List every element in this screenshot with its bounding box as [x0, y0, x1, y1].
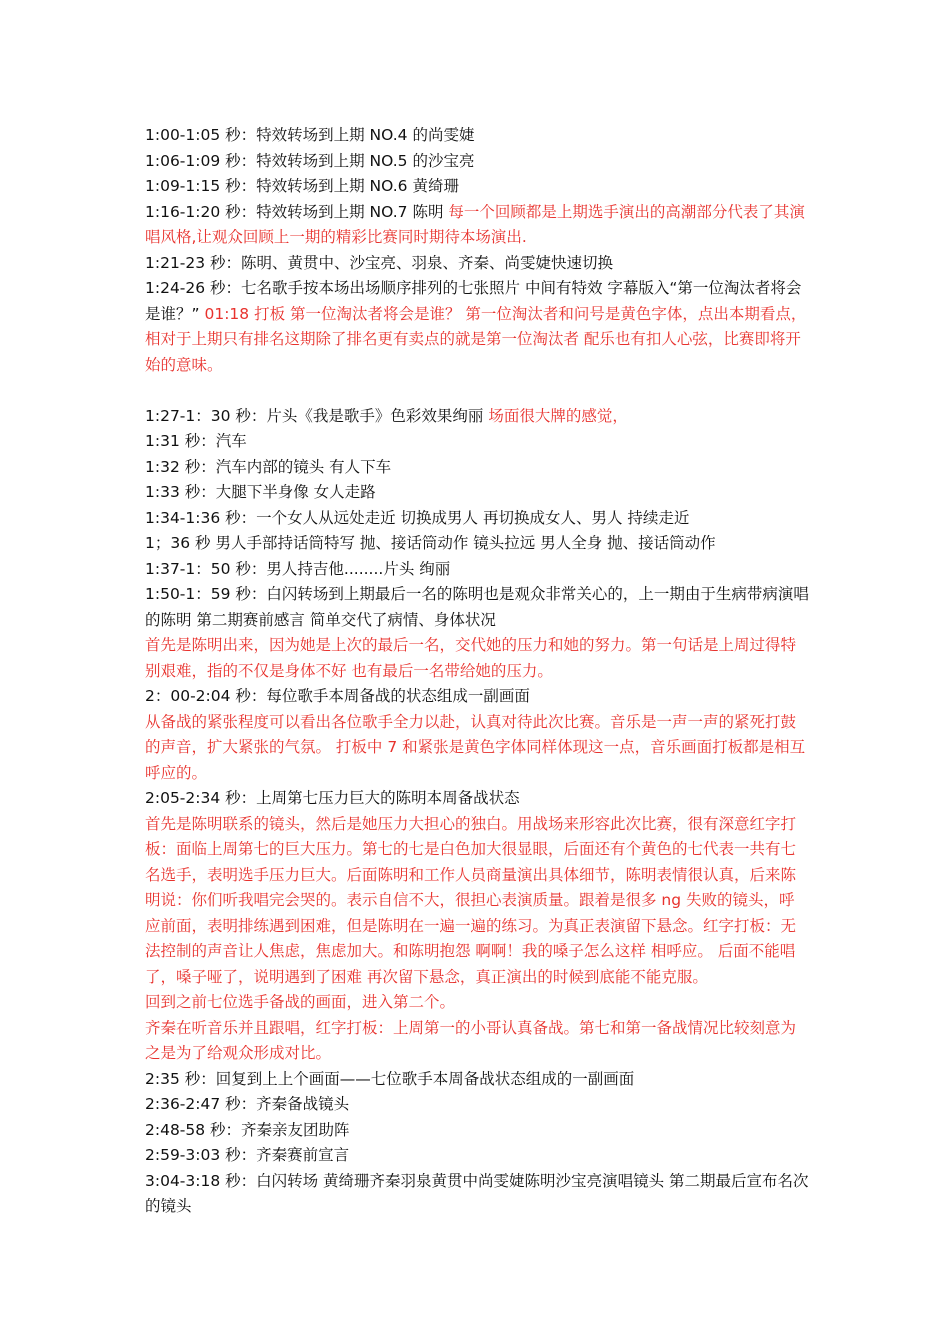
timeline-text: 2:59-3:03 秒：齐秦赛前宣言	[145, 1146, 350, 1164]
timeline-text: 1；36 秒 男人手部持话筒特写 抛、接话筒动作 镜头拉远 男人全身 抛、接话筒动作	[145, 534, 716, 552]
timeline-text: 1:16-1:20 秒：特效转场到上期 NO.7 陈明	[145, 202, 449, 221]
paragraph	[145, 276, 810, 378]
paragraph	[145, 1016, 810, 1067]
paragraph	[145, 200, 810, 251]
paragraph	[145, 1092, 810, 1118]
paragraph	[145, 633, 810, 684]
paragraph	[145, 812, 810, 991]
paragraph	[145, 149, 810, 175]
timeline-text: 2:35 秒：回复到上上个画面——七位歌手本周备战状态组成的一副画面	[145, 1069, 635, 1088]
paragraph	[145, 251, 810, 277]
paragraph	[145, 429, 810, 455]
timeline-text: 1:31 秒：汽车	[145, 432, 247, 450]
timeline-text: 2:05-2:34 秒：上周第七压力巨大的陈明本周备战状态	[145, 789, 520, 807]
document-body	[145, 123, 810, 1220]
paragraph	[145, 1067, 810, 1093]
paragraph	[145, 506, 810, 532]
timeline-text: 1:09-1:15 秒：特效转场到上期 NO.6 黄绮珊	[145, 177, 459, 195]
timeline-text: 1:06-1:09 秒：特效转场到上期 NO.5 的沙宝亮	[145, 151, 475, 170]
timeline-text: 1:50-1：59 秒：白闪转场到上期最后一名的陈明也是观众非常关心的，上一期由于生病带病演唱的陈明 第二期赛前感言 简单交代了病情、身体状况	[145, 585, 809, 629]
paragraph	[145, 404, 810, 430]
paragraph	[145, 123, 810, 149]
annotation-text: 每一个回顾都是上期选手演出的高潮部分代表了其演唱风格,让观众回顾上一期的精彩比赛同时期待本场演出.	[145, 202, 805, 246]
timeline-text: 1:00-1:05 秒：特效转场到上期 NO.4 的尚雯婕	[145, 126, 475, 144]
paragraph	[145, 710, 810, 787]
paragraph	[145, 1169, 810, 1220]
paragraph	[145, 557, 810, 583]
timeline-text: 3:04-3:18 秒：白闪转场 黄绮珊齐秦羽泉黄贯中尚雯婕陈明沙宝亮演唱镜头 第二期最后宣布名次的镜头	[145, 1171, 809, 1215]
timeline-text: 1:34-1:36 秒：一个女人从远处走近 切换成男人 再切换成女人、男人 持续走近	[145, 508, 690, 527]
annotation-text: 首先是陈明联系的镜头，然后是她压力大担心的独白。用战场来形容此次比赛，很有深意红字打板：面临上周第七的巨大压力。第七的七是白色加大很显眼，后面还有个黄色的七代表一共有七名选手，表明选手压力巨大。后面陈明和工作人员商量演出具体细节，陈明表情很认真，后来陈明说：你们听我唱完会哭的。表示自信不大，很担心表演质量。跟着是很多 ng 失败的镜头，呼应前面，表明排练遇到困难，但是陈明在一遍一遍的练习。为真正表演留下悬念。红字打板：无法控制的声音让人焦虑，焦虑加大。和陈明抱怨 啊啊！我的嗓子怎么这样 相呼应。 后面不能唱了，嗓子哑了，说明遇到了困难 再次留下悬念，真正演出的时候到底能不能克服。	[145, 814, 797, 986]
paragraph	[145, 1118, 810, 1144]
blank-line	[145, 378, 810, 404]
timeline-text: 1:33 秒：大腿下半身像 女人走路	[145, 483, 376, 501]
timeline-text: 1:32 秒：汽车内部的镜头 有人下车	[145, 457, 392, 476]
paragraph	[145, 684, 810, 710]
timeline-text: 1:37-1：50 秒：男人持吉他........片头 绚丽	[145, 559, 451, 578]
paragraph	[145, 455, 810, 481]
timeline-text: 1:21-23 秒：陈明、黄贯中、沙宝亮、羽泉、齐秦、尚雯婕快速切换	[145, 253, 614, 272]
paragraph	[145, 480, 810, 506]
annotation-text: 从备战的紧张程度可以看出各位歌手全力以赴，认真对待此次比赛。音乐是一声一声的紧死打鼓的声音，扩大紧张的气氛。 打板中 7 和紧张是黄色字体同样体现这一点，音乐画面打板都是相互呼应的。	[145, 712, 806, 782]
timeline-text: 2:36-2:47 秒：齐秦备战镜头	[145, 1095, 350, 1113]
timeline-text: 1:24-26 秒：七名歌手按本场出场顺序排列的七张照片 中间有特效 字幕版入“第一位淘汰者将会是谁？”	[145, 279, 802, 323]
timeline-text: 2:48-58 秒：齐秦亲友团助阵	[145, 1120, 350, 1139]
annotation-text: 齐秦在听音乐并且跟唱，红字打板：上周第一的小哥认真备战。第七和第一备战情况比较刻意为之是为了给观众形成对比。	[145, 1018, 797, 1062]
paragraph	[145, 1143, 810, 1169]
timeline-text: 1:27-1：30 秒：片头《我是歌手》色彩效果绚丽	[145, 406, 489, 425]
annotation-text: 回到之前七位选手备战的画面，进入第二个。	[145, 993, 456, 1011]
annotation-text: 01:18 打板 第一位淘汰者将会是谁？ 第一位淘汰者和问号是黄色字体，点出本期看点，相对于上期只有排名这期除了排名更有卖点的就是第一位淘汰者 配乐也有扣人心弦，比赛即将开始的意味。	[145, 304, 807, 374]
paragraph	[145, 582, 810, 633]
annotation-text: 首先是陈明出来，因为她是上次的最后一名，交代她的压力和她的努力。第一句话是上周过得特别艰难，指的不仅是身体不好 也有最后一名带给她的压力。	[145, 636, 797, 680]
paragraph	[145, 174, 810, 200]
paragraph	[145, 531, 810, 557]
timeline-text: 2：00-2:04 秒：每位歌手本周备战的状态组成一副画面	[145, 687, 530, 705]
paragraph	[145, 786, 810, 812]
paragraph	[145, 990, 810, 1016]
annotation-text: 场面很大牌的感觉，	[488, 406, 628, 425]
